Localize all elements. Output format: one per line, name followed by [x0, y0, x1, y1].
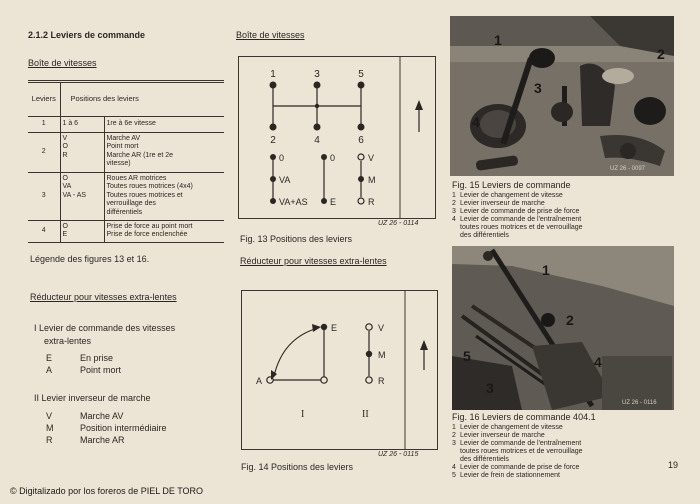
fig16-item: des différentiels: [460, 456, 509, 463]
fig15-item: Levier inverseur de marche: [460, 200, 545, 207]
boite-heading-middle: Boîte de vitesses: [236, 30, 305, 40]
roman-one: I: [301, 409, 305, 420]
table-header-leviers: Leviers: [28, 83, 60, 117]
fig13-ref: UZ 26 - 0114: [378, 220, 419, 227]
gear-dot: [270, 124, 277, 131]
fig16-photo: [452, 246, 674, 410]
gear-label: 3: [314, 69, 320, 80]
table-top-rule: [28, 80, 224, 81]
position-code: V: [62, 135, 68, 142]
fig15-callout: 4: [472, 114, 480, 130]
fig16-photo-ref: UZ 26 - 0116: [622, 400, 657, 406]
lever2-text: Marche AV: [80, 411, 124, 421]
table-row: [28, 221, 224, 243]
position-desc: Point mort: [106, 143, 139, 151]
table-row: [28, 117, 224, 133]
lever-number: 4: [28, 221, 60, 243]
digitization-credit: © Digitalizado por los foreros de PIEL DE TORO: [10, 486, 204, 496]
position-code: R: [62, 151, 68, 159]
lever-number: 1: [28, 117, 60, 133]
position-desc: Roues AR motrices: [106, 175, 167, 182]
reducteur-heading-left: Réducteur pour vitesses extra-lentes: [30, 292, 177, 302]
fig14-diagram: [241, 290, 438, 450]
position-code: VA - AS: [62, 191, 87, 199]
position-desc: Marche AR (1re et 2e: [106, 151, 174, 159]
gear-dot: [358, 124, 365, 131]
lever3-label: 0: [279, 153, 285, 163]
lever-a-label: A: [256, 376, 263, 386]
lever1-title-cont: extra-lentes: [44, 336, 92, 346]
fig15-callout: 2: [657, 46, 665, 62]
fig15-callout: 1: [494, 32, 502, 48]
reducteur-heading-middle: Réducteur pour vitesses extra-lentes: [240, 256, 387, 266]
lever2-label: M: [368, 175, 376, 185]
page-number: 19: [668, 460, 679, 470]
fig13-diagram: [238, 56, 436, 219]
position-desc: différentiels: [106, 208, 143, 216]
table-row: [28, 133, 224, 173]
position-desc: Prise de force enclenchée: [106, 231, 188, 239]
gear-label: 5: [358, 69, 364, 80]
position-desc: 1re à 6e vitesse: [106, 120, 156, 128]
fig15-callout: 3: [534, 80, 542, 96]
position-code: 1 à 6: [62, 120, 79, 128]
fig14-caption: Fig. 14 Positions des leviers: [241, 462, 354, 472]
gear-label: 6: [358, 135, 364, 146]
lever2-label: R: [368, 197, 375, 207]
position-desc: vitesse): [106, 160, 131, 168]
fig15-legend: 1 Levier de changement de vitesse 2 Levier inverseur de marche 3 Levier de commande de prise de force 4 Levier de commande de l'entraînement toutes roues motrices et de verrouillage des différentiels: [452, 192, 583, 239]
fig16-legend: 1 Levier de changement de vitesse 2 Levier inverseur de marche 3 Levier de commande de l'entraînement toutes roues motrices et de verrouillage des différentiels 4 Levier de commande de prise de force 5 Levier de frein de stationnement: [452, 424, 583, 479]
fig16-item: Levier inverseur de marche: [460, 432, 545, 439]
fig15-photo-ref: UZ 26 - 0097: [610, 166, 646, 172]
table-header-positions: Positions des leviers: [60, 83, 224, 117]
table-row: [28, 173, 224, 221]
fig13-caption: Fig. 13 Positions des leviers: [240, 234, 353, 244]
fig16-callout: 3: [486, 380, 494, 396]
fig15-caption: Fig. 15 Leviers de commande: [452, 180, 571, 190]
fig16-item: Levier de changement de vitesse: [460, 424, 563, 431]
lever-number: 2: [28, 133, 60, 173]
fig16-callout: 2: [566, 312, 574, 328]
lever-positions-table: [28, 82, 224, 243]
lever2-code: R: [46, 435, 53, 445]
lever1-text: Point mort: [80, 365, 122, 375]
lever1-code: E: [46, 353, 53, 363]
position-desc: Toutes roues motrices et: [106, 191, 183, 199]
lever3-label: VA+AS: [279, 197, 308, 207]
lever-e-label: E: [331, 323, 338, 333]
lever2-text: Marche AR: [80, 435, 125, 445]
lever2-v-label: V: [378, 323, 385, 333]
lever4-label: 0: [330, 153, 336, 163]
position-code: O: [62, 223, 68, 230]
gear-dot: [314, 82, 321, 89]
gear-dot: [358, 82, 365, 89]
fig14-ref: UZ 26 - 0115: [378, 451, 419, 458]
fig16-item: Levier de commande de l'entraînement: [460, 440, 582, 447]
gear-dot: [270, 82, 277, 89]
lever-number: 3: [28, 173, 60, 221]
lever4-label: E: [330, 197, 337, 207]
position-code: O: [62, 143, 68, 151]
boite-heading-left: Boîte de vitesses: [28, 58, 97, 68]
roman-two: II: [362, 409, 369, 420]
fig16-item: Levier de commande de prise de force: [460, 464, 580, 471]
lever2-code: V: [46, 411, 53, 421]
gear-label: 1: [270, 69, 276, 80]
lever2-r-label: R: [378, 376, 385, 386]
fig16-callout: 5: [463, 348, 471, 364]
fig15-item: Levier de changement de vitesse: [460, 192, 563, 199]
fig16-item: toutes roues motrices et de verrouillage: [460, 448, 583, 455]
lever2-text: Position intermédiaire: [80, 423, 167, 433]
position-code: E: [62, 231, 68, 239]
position-desc: Toutes roues motrices (4x4): [106, 183, 193, 191]
position-code: VA: [62, 183, 72, 191]
lever1-code: A: [46, 365, 53, 375]
fig15-item: toutes roues motrices et de verrouillage: [460, 224, 583, 231]
position-desc: Prise de force au point mort: [106, 223, 193, 230]
position-code: O: [62, 175, 68, 182]
lever1-title: I Levier de commande des vitesses: [34, 323, 176, 333]
fig16-item: Levier de frein de stationnement: [460, 472, 561, 479]
lever2-label: V: [368, 153, 375, 163]
fig15-item: Levier de commande de prise de force: [460, 208, 580, 215]
fig16-caption: Fig. 16 Leviers de commande 404.1: [452, 412, 596, 422]
lever2-code: M: [46, 423, 54, 433]
fig15-item: des différentiels: [460, 232, 509, 239]
section-title: 2.1.2 Leviers de commande: [28, 30, 146, 40]
lever1-text: En prise: [80, 353, 114, 363]
lever2-title: II Levier inverseur de marche: [34, 393, 151, 403]
position-desc: Marche AV: [106, 135, 141, 142]
fig16-callout: 1: [542, 262, 550, 278]
lever3-label: VA: [279, 175, 291, 185]
figure-legend-note: Légende des figures 13 et 16.: [30, 254, 150, 264]
gear-label: 4: [314, 135, 320, 146]
gear-label: 2: [270, 135, 276, 146]
fig15-item: Levier de commande de l'entraînement: [460, 216, 582, 223]
gear-dot: [314, 124, 321, 131]
lever2-m-label: M: [378, 350, 386, 360]
position-desc: verrouillage des: [106, 200, 156, 208]
fig16-callout: 4: [594, 354, 602, 370]
fig15-photo: [450, 16, 674, 176]
